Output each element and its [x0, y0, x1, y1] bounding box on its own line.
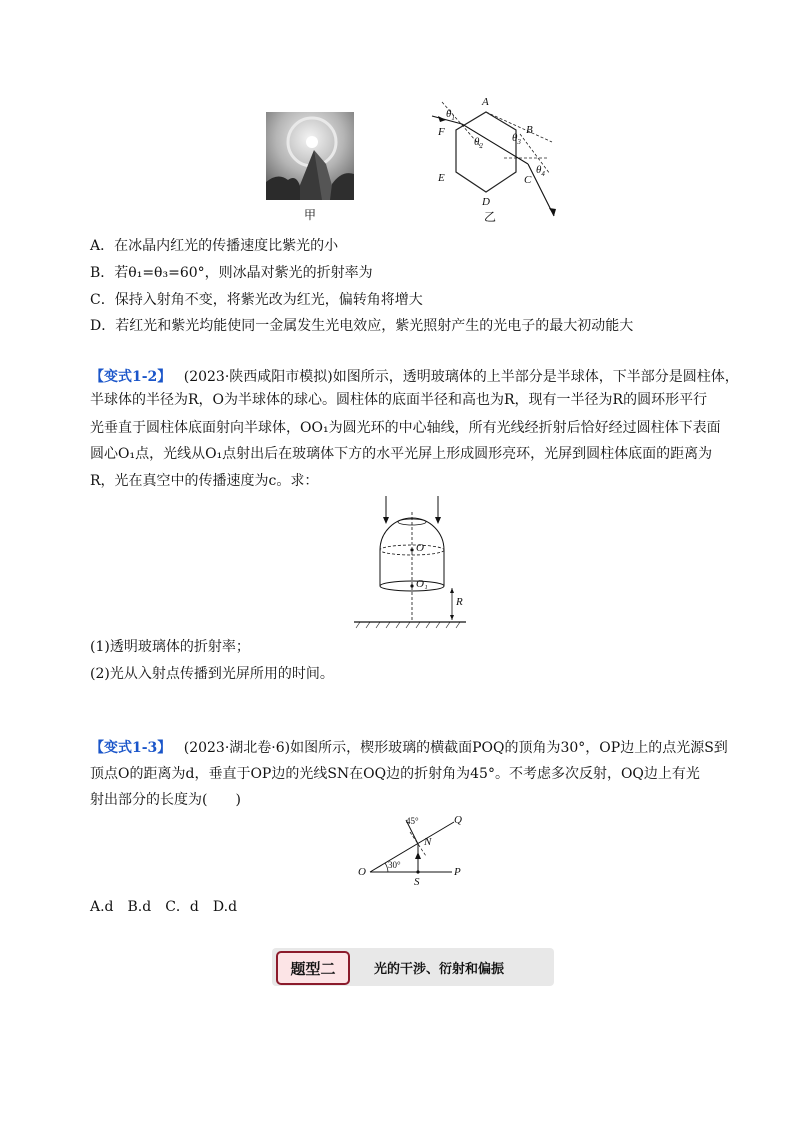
label-angle-45: 45° [406, 816, 419, 826]
label-O1: O₁ [416, 578, 428, 590]
label-R: R [456, 596, 463, 608]
option-a: A．在冰晶内红光的传播速度比紫光的小 [90, 238, 339, 254]
label-A: A [482, 96, 489, 108]
label-B: B [526, 124, 533, 136]
label-theta3: $\theta_3$ [512, 132, 521, 147]
caption-yi: 乙 [484, 210, 497, 224]
label-O-center: O [416, 542, 424, 554]
label-angle-30: 30° [388, 860, 401, 870]
label-F: F [438, 126, 445, 138]
variant-1-2-line-4: 圆心O₁点，光线从O₁点射出后在玻璃体下方的水平光屏上形成圆形亮环，光屏到圆柱体底面的距离为 [90, 446, 713, 462]
label-P: P [454, 866, 461, 878]
label-C: C [524, 174, 532, 186]
variant-1-3-line-1: 【变式1-3】 (2023·湖北卷·6)如图所示，楔形玻璃的横截面POQ的顶角为30°，OP边上的点光源S到 [90, 740, 728, 756]
label-Q: Q [454, 814, 462, 826]
label-S: S [414, 876, 420, 888]
variant-1-2-line-5: R，光在真空中的传播速度为c。求： [90, 473, 319, 489]
option-b: B．若θ₁=θ₃=60°，则冰晶对紫光的折射率为 [90, 265, 373, 281]
variant-1-2-tag: 【变式1-2】 [90, 369, 172, 385]
wedge-diagram [354, 812, 474, 890]
label-theta4: $\theta_4$ [536, 164, 545, 179]
section-label: 题型二 [276, 951, 350, 985]
glass-body-diagram [350, 492, 470, 632]
section-title: 光的干涉、衍射和偏振 [374, 962, 505, 977]
variant-1-2-line-1: 【变式1-2】 (2023·陕西咸阳市模拟)如图所示，透明玻璃体的上半部分是半球体，下半部分是圆柱体， [90, 369, 739, 385]
variant-1-3-tag: 【变式1-3】 [90, 740, 172, 756]
option-d: D．若红光和紫光均能使同一金属发生光电效应，紫光照射产生的光电子的最大初动能大 [90, 318, 634, 334]
variant-1-3-line-3: 射出部分的长度为( ) [90, 792, 241, 808]
variant-1-2-question-1: (1)透明玻璃体的折射率； [90, 639, 250, 655]
label-E: E [438, 172, 445, 184]
variant-1-3-options: A.d B.d C．d D.d [90, 899, 238, 915]
variant-1-2-question-2: (2)光从入射点传播到光屏所用的时间。 [90, 666, 334, 682]
label-theta1: $\theta_1$ [446, 108, 455, 123]
variant-1-3-line-2: 顶点O的距离为d，垂直于OP边的光线SN在OQ边的折射角为45°。不考虑多次反射，OQ边上有光 [90, 766, 700, 782]
label-O: O [358, 866, 366, 878]
label-N: N [424, 836, 432, 848]
halo-photo [266, 112, 354, 200]
option-c: C．保持入射角不变，将紫光改为红光，偏转角将增大 [90, 292, 423, 308]
variant-1-2-line-2: 半球体的半径为R，O为半球体的球心。圆柱体的底面半径和高也为R，现有一半径为R的圆环形平行 [90, 392, 708, 408]
caption-jia: 甲 [304, 208, 317, 222]
variant-1-2-line-3: 光垂直于圆柱体底面射向半球体，OO₁为圆光环的中心轴线，所有光线经折射后恰好经过圆柱体下表面 [90, 420, 721, 436]
label-D: D [482, 196, 490, 208]
label-theta2: $\theta_2$ [474, 136, 483, 151]
section-header [272, 948, 554, 986]
